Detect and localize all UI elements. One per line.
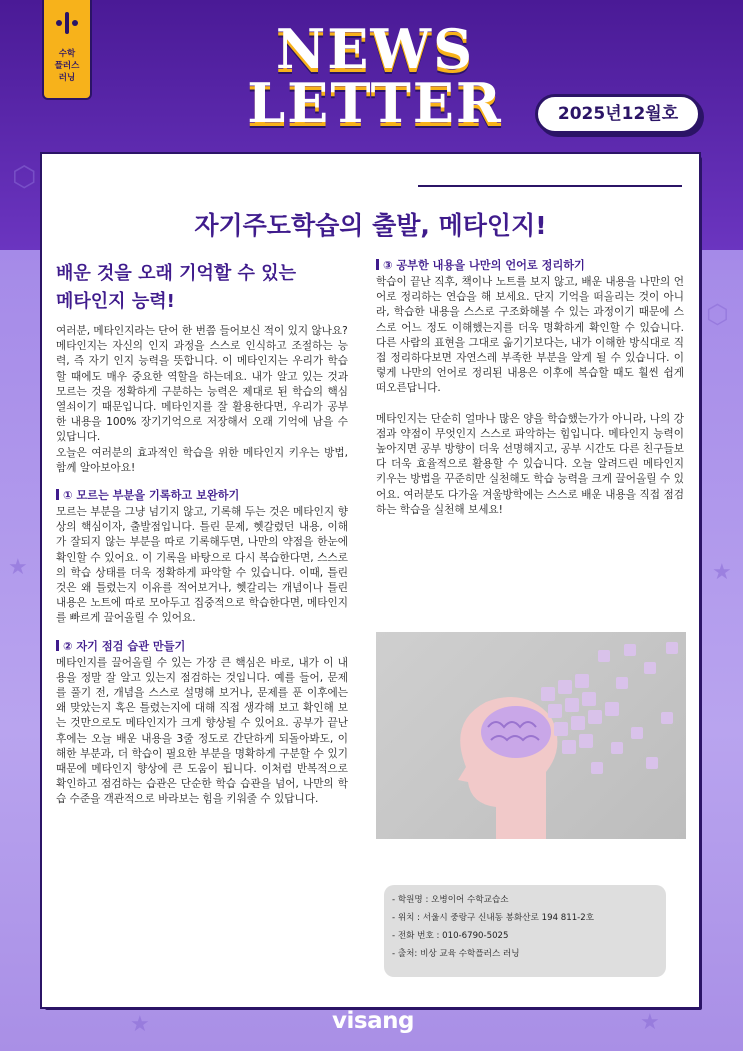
footer-logo: visang (332, 1008, 414, 1034)
section-body: 학습이 끝난 직후, 책이나 노트를 보지 않고, 배운 내용을 나만의 언어로 정리하는 연습을 해 보세요. 단지 기억을 떠올리는 것이 아니라, 학습한 내용을 스스로 구조화해볼 수 있는 과정이기 때문에 스스로 어느 정도 이해했는지를 더욱 명확하게 확인할 수 있습니다. 다른 사람의 표현을 그대로 옮기기보다는, 내가 이해한 방식대로 직접 정리하다보면 자연스레 부족한 부분을 알게 될 수 있습니다. 이렇게 나만의 언어로 정리된 내용은 이후에 복습할 때도 훨씬 쉽게 떠오른답니다. (376, 276, 684, 395)
section-body: 모르는 부분을 그냥 넘기지 않고, 기록해 두는 것은 메타인지 향상의 핵심이자, 출발점입니다. 틀린 문제, 헷갈렸던 내용, 이해가 잘되지 않는 부분을 따로 기록해두면, 나만의 약점을 한눈에 확인할 수 있어요. 이 기록을 바탕으로 다시 복습한다면, 스스로의 학습 상태를 더욱 정확하게 파악할 수 있습니다. 이때, 틀린 것은 왜 틀렸는지 이유를 적어보거나, 헷갈리는 개념이나 틀린 내용은 노트에 따로 모아두고 집중적으로 학습한다면, 메타인지를 빠르게 끌어올릴 수 있어요. (56, 506, 348, 625)
academy-phone: - 전화 번호 : 010-6790-5025 (392, 931, 509, 941)
hexagon-decoration-icon: ⬡ (706, 300, 729, 330)
divider (418, 185, 682, 187)
heading-bar (376, 259, 379, 270)
star-decoration-icon: ★ (712, 560, 732, 585)
brand-tag-line: 수학 (58, 49, 76, 59)
hexagon-decoration-icon: ⬡ (12, 160, 37, 193)
section-heading (376, 258, 684, 273)
section-heading-text: ② 자기 점검 습관 만들기 (63, 639, 186, 653)
masthead-line: NEWS (275, 17, 475, 81)
subtitle-line: 배운 것을 오래 기억할 수 있는 (56, 263, 296, 284)
brand-tag-line: 러닝 (58, 73, 76, 83)
brain-puzzle-illustration-icon (376, 632, 686, 839)
article-title: 자기주도학습의 출발, 메타인지! (194, 211, 547, 240)
article-subtitle (56, 260, 348, 316)
section-heading-text: ① 모르는 부분을 기록하고 보완하기 (63, 489, 240, 503)
star-decoration-icon: ★ (8, 555, 28, 580)
section-body: 메타인지를 끌어올릴 수 있는 가장 큰 핵심은 바로, 내가 이 내용을 정말 잘 알고 있는지 점검하는 것입니다. 예를 들어, 문제를 풀기 전, 개념을 스스로 설명해 보거나, 문제를 푼 이후에는 왜 맞았는지 혹은 틀렸는지에 대해 직접 생각해 보고 확인해 보는 것만으로도 메타인지가 크게 향상될 수 있어요. 공부가 끝난 후에는 오늘 배운 내용을 3줄 정도로 간단하게 되돌아봐도, 이해한 부분과, 더 학습이 필요한 부분을 명확하게 구분할 수 있기 때문에 메타인지 향상에 큰 도움이 됩니다. 이처럼 반복적으로 확인하고 점검하는 습관은 단순한 학습 습관을 넘어, 나만의 학습 수준을 객관적으로 바라보는 힘을 키워줄 수 있답니다. (56, 656, 348, 806)
masthead-title (225, 17, 525, 135)
masthead-line: LETTER (247, 71, 503, 135)
section-heading (56, 639, 348, 654)
academy-name: - 학원명 : 오병이어 수학교습소 (392, 895, 509, 905)
section-heading-text: ③ 공부한 내용을 나만의 언어로 정리하기 (383, 259, 585, 272)
right-column (376, 258, 684, 518)
brand-tag-line: 플러스 (54, 61, 80, 71)
subtitle-line: 메타인지 능력! (56, 291, 175, 312)
brand-logo-icon (54, 10, 80, 36)
brain-puzzle-image (376, 632, 686, 839)
star-decoration-icon: ★ (640, 1010, 660, 1035)
issue-badge: 2025년12월호 (535, 94, 701, 134)
newsletter-paper (40, 152, 701, 1009)
brand-tag (42, 0, 92, 100)
heading-bar (56, 640, 59, 651)
academy-address: - 위치 : 서울시 중랑구 신내동 봉화산로 194 811-2호 (392, 913, 595, 923)
star-decoration-icon: ★ (130, 1012, 150, 1037)
left-column (56, 260, 348, 808)
academy-info-box (384, 885, 666, 977)
closing-paragraph: 메타인지는 단순히 얼마나 많은 양을 학습했는가가 아니라, 나의 강점과 약점이 무엇인지 스스로 파악하는 힘입니다. 메타인지 능력이 높아지면 공부 방향이 더욱 선명해지고, 공부 시간도 다른 친구들보다 더욱 효율적으로 활용할 수 있습니다. 오늘 알려드린 메타인지 키우는 방법을 꾸준히만 실천해도 학습 능력을 크게 끌어올릴 수 있어요. 여러분도 다가올 겨울방학에는 스스로 배운 내용을 직접 점검하는 학습을 실천해 보세요! (376, 412, 684, 516)
heading-bar (56, 489, 59, 500)
info-source: - 출처: 비상 교육 수학플러스 러닝 (392, 949, 520, 959)
intro-paragraph: 여러분, 메타인지라는 단어 한 번쯤 들어보신 적이 있지 않나요? 메타인지는 자신의 인지 과정을 스스로 인식하고 조절하는 능력, 즉 자기 인지 능력을 뜻합니다. 이 메타인지는 우리가 학습할 때에도 매우 중요한 역할을 하는데요. 내가 알고 있는 것과 모르는 것을 정확하게 구분하는 능력은 제대로 된 학습의 핵심 열쇠이기 때문입니다. 메타인지를 잘 활용한다면, 우리가 공부한 내용을 100% 장기기억으로 저장해서 오래 기억에 남을 수 있답니다. 오늘은 여러분의 효과적인 학습을 위한 메타인지 키우는 방법, 함께 알아보아요! (56, 325, 348, 474)
section-heading (56, 488, 348, 503)
